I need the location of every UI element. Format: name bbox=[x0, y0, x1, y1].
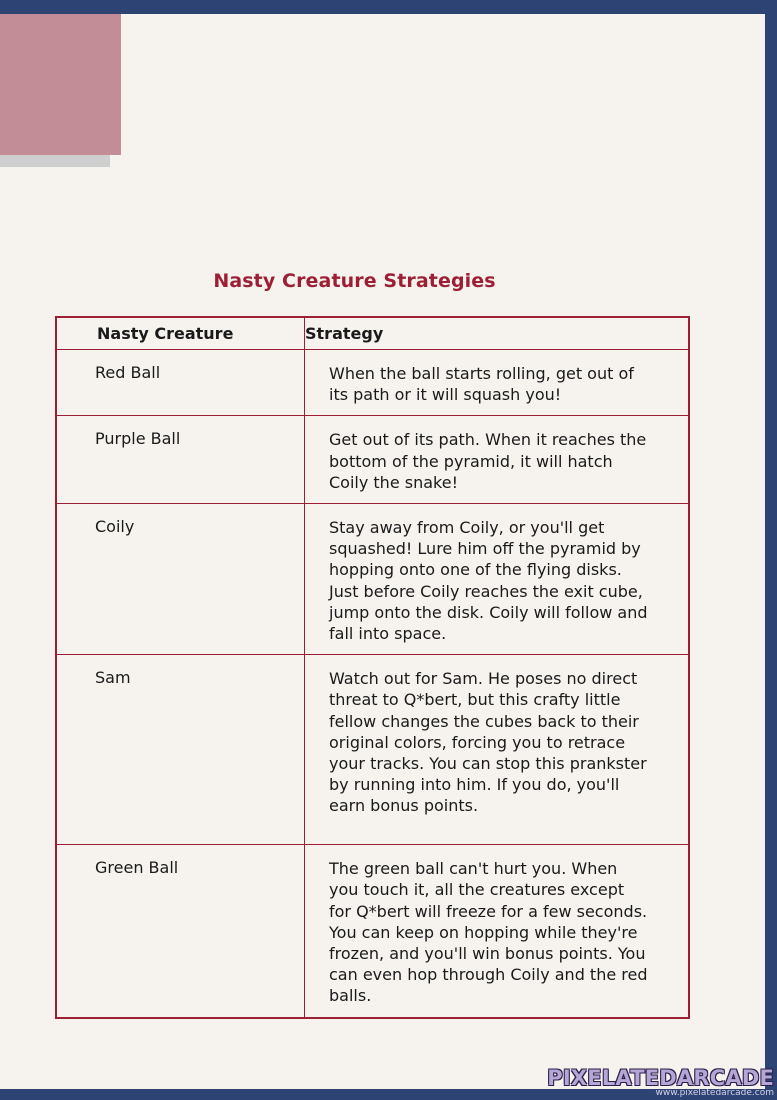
creature-cell: Coily bbox=[56, 504, 305, 655]
creature-cell: Purple Ball bbox=[56, 416, 305, 504]
header-nasty-creature: Nasty Creature bbox=[56, 317, 305, 350]
header-strategy: Strategy bbox=[305, 317, 690, 350]
creature-cell: Red Ball bbox=[56, 350, 305, 416]
table-row bbox=[56, 416, 689, 504]
table-header-row bbox=[56, 317, 689, 350]
manual-page bbox=[0, 14, 765, 1089]
corner-color-block bbox=[0, 14, 121, 155]
strategy-table bbox=[55, 316, 690, 1019]
strategy-cell: Stay away from Coily, or you'll get squashed! Lure him off the pyramid by hopping onto one of the flying disks. Just before Coily reaches the exit cube, jump onto the disk. Coily will follow and fall into space. bbox=[305, 504, 690, 655]
strategy-cell: Get out of its path. When it reaches the bottom of the pyramid, it will hatch Coily the snake! bbox=[305, 416, 690, 504]
creature-cell: Sam bbox=[56, 655, 305, 845]
table-row bbox=[56, 504, 689, 655]
watermark bbox=[547, 1067, 774, 1098]
page-title: Nasty Creature Strategies bbox=[213, 270, 496, 292]
strategy-cell: Watch out for Sam. He poses no direct threat to Q*bert, but this crafty little fellow changes the cubes back to their original colors, forcing you to retrace your tracks. You can stop this prankster by running into him. If you do, you'll earn bonus points. bbox=[305, 655, 690, 845]
corner-block-shadow bbox=[0, 155, 110, 167]
watermark-logo: PIXELATEDARCADE bbox=[547, 1066, 774, 1090]
table-row bbox=[56, 655, 689, 845]
strategy-cell: The green ball can't hurt you. When you touch it, all the creatures except for Q*bert will freeze for a few seconds. You can keep on hopping while they're frozen, and you'll win bonus points. You can even hop through Coily and the red balls. bbox=[305, 845, 690, 1018]
table-row bbox=[56, 845, 689, 1018]
creature-cell: Green Ball bbox=[56, 845, 305, 1018]
strategy-cell: When the ball starts rolling, get out of its path or it will squash you! bbox=[305, 350, 690, 416]
table-row bbox=[56, 350, 689, 416]
watermark-url: www.pixelatedarcade.com bbox=[655, 1088, 774, 1098]
